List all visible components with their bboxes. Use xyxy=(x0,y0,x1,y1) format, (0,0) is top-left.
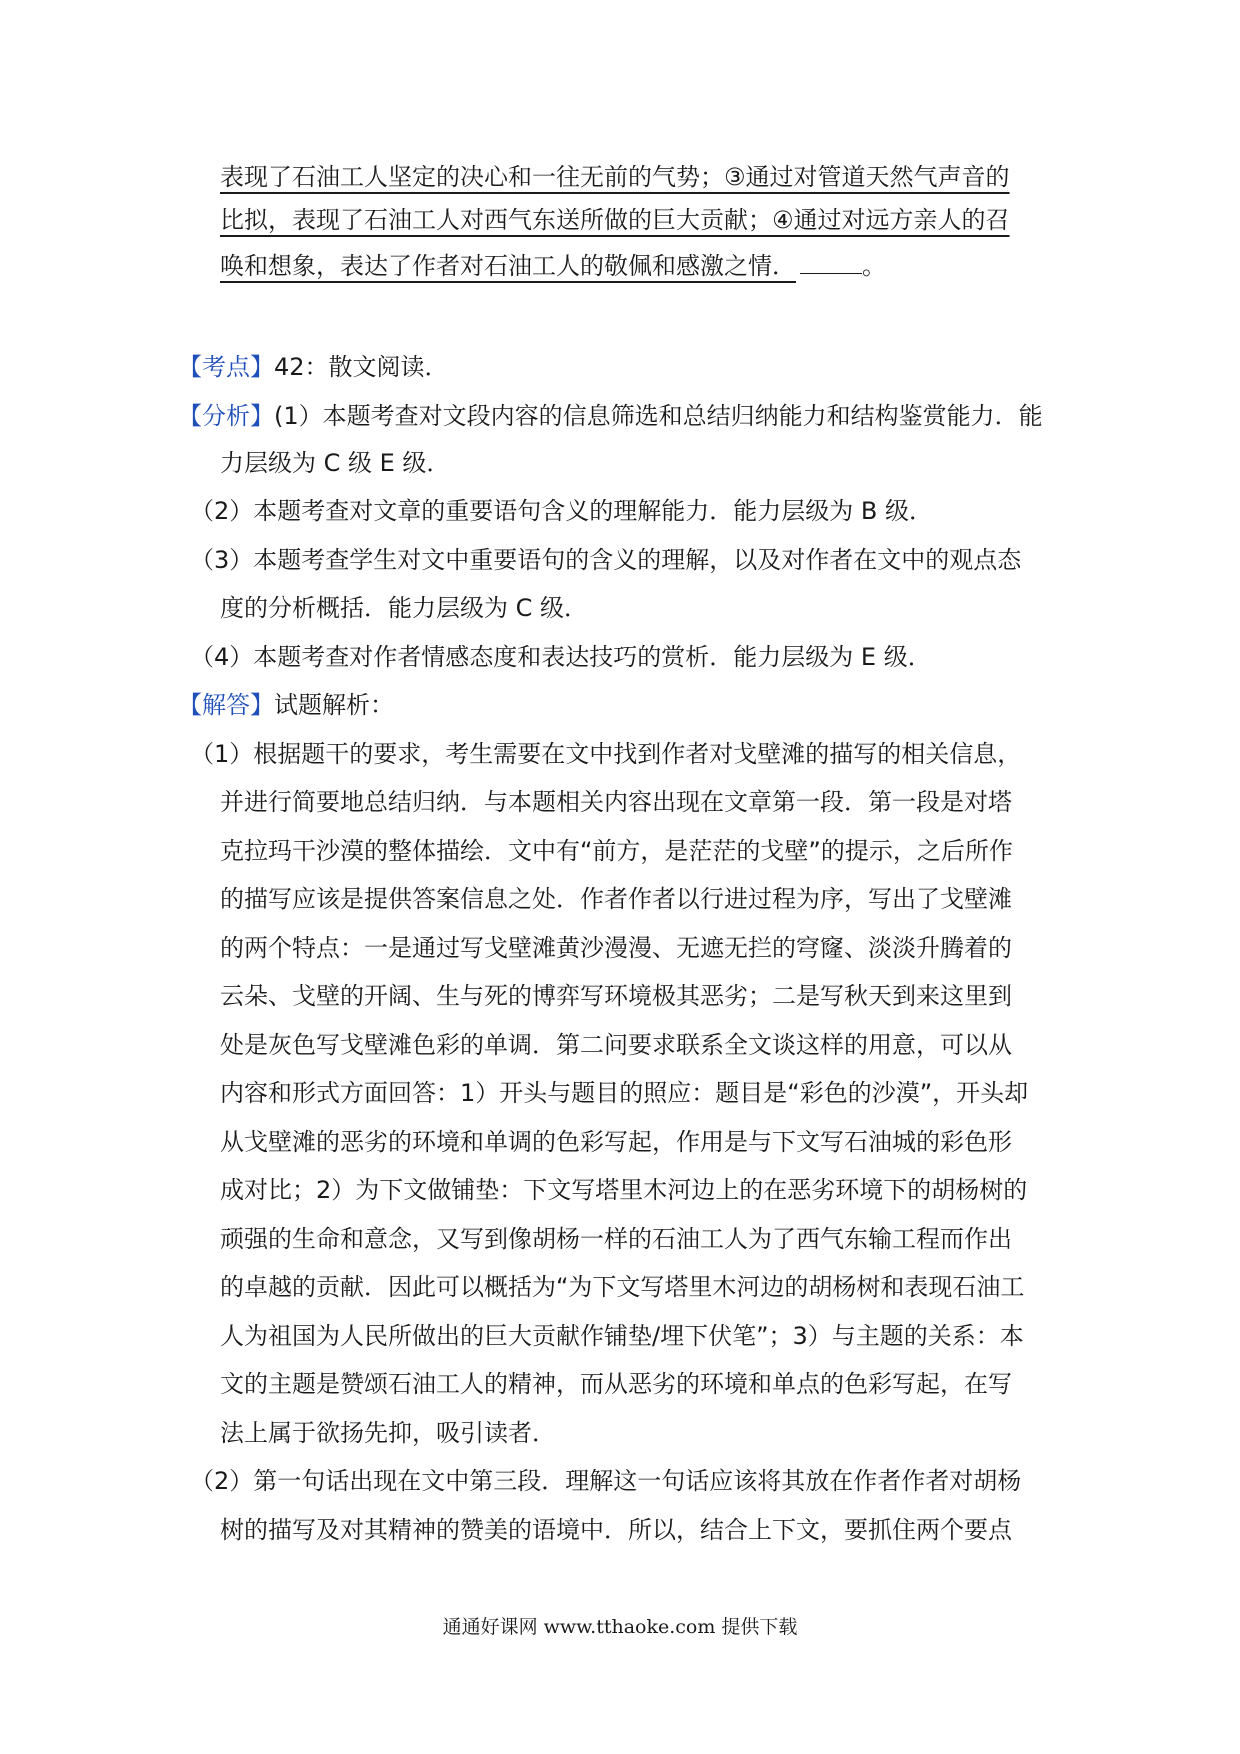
kaodian-label: 【考点】 xyxy=(178,353,274,381)
jieda-row xyxy=(178,688,394,722)
fenxi-item4: （4）本题考查对作者情感态度和表达技巧的赏析．能力层级为 E 级． xyxy=(190,643,932,671)
answer-line-1: 表现了石油工人坚定的决心和一往无前的气势；③通过对管道天然气声音的 xyxy=(220,163,1010,191)
jieda-p1-line: 处是灰色写戈壁滩色彩的单调．第二问要求联系全文谈这样的用意，可以从 xyxy=(220,1031,1012,1059)
answer-line-3-end: 。 xyxy=(862,252,886,280)
answer-line-2: 比拟，表现了石油工人对西气东送所做的巨大贡献；④通过对远方亲人的召 xyxy=(220,206,1010,234)
kaodian-text: 42：散文阅读． xyxy=(274,353,449,381)
jieda-p1-line: 成对比；2）为下文做铺垫：下文写塔里木河边上的在恶劣环境下的胡杨树的 xyxy=(220,1176,1028,1204)
answer-line-3 xyxy=(220,247,886,283)
jieda-label: 【解答】 xyxy=(178,691,274,719)
answer-line-3-text: 唤和想象，表达了作者对石油工人的敬佩和感激之情． xyxy=(220,252,796,280)
jieda-p1-line: 云朵、戈壁的开阔、生与死的博弈写环境极其恶劣；二是写秋天到来这里到 xyxy=(220,982,1012,1010)
page-footer: 通通好课网 www.tthaoke.com 提供下载 xyxy=(442,1616,798,1638)
jieda-p1-line: 克拉玛干沙漠的整体描绘．文中有“前方，是茫茫的戈壁”的提示，之后所作 xyxy=(220,837,1013,865)
jieda-p1-line: 顽强的生命和意念，又写到像胡杨一样的石油工人为了西气东输工程而作出 xyxy=(220,1225,1012,1253)
fenxi-label: 【分析】 xyxy=(178,402,274,430)
jieda-p1-line: 的描写应该是提供答案信息之处．作者作者以行进过程为序，写出了戈壁滩 xyxy=(220,885,1012,913)
jieda-p1-line: （1）根据题干的要求，考生需要在文中找到作者对戈壁滩的描写的相关信息， xyxy=(190,740,1022,768)
fenxi-item3-line1: （3）本题考查学生对文中重要语句的含义的理解，以及对作者在文中的观点态 xyxy=(190,546,1022,574)
jieda-p1-line: 并进行简要地总结归纳．与本题相关内容出现在文章第一段．第一段是对塔 xyxy=(220,788,1012,816)
jieda-p1-line: 文的主题是赞颂石油工人的精神，而从恶劣的环境和单点的色彩写起，在写 xyxy=(220,1370,1012,1398)
fenxi-item3-line2: 度的分析概括．能力层级为 C 级． xyxy=(220,594,589,622)
jieda-p1-line: 的卓越的贡献．因此可以概括为“为下文写塔里木河边的胡杨树和表现石油工 xyxy=(220,1273,1025,1301)
kaodian-row xyxy=(178,350,449,384)
jieda-p2-line: （2）第一句话出现在文中第三段．理解这一句话应该将其放在作者作者对胡杨 xyxy=(190,1467,1022,1495)
fenxi-row xyxy=(178,399,1043,433)
jieda-p1-line: 人为祖国为人民所做出的巨大贡献作铺垫/埋下伏笔”；3）与主题的关系：本 xyxy=(220,1322,1024,1350)
jieda-p1-line: 内容和形式方面回答：1）开头与题目的照应：题目是“彩色的沙漠”，开头却 xyxy=(220,1079,1029,1107)
jieda-text: 试题解析： xyxy=(274,691,394,719)
jieda-p1-line: 从戈壁滩的恶劣的环境和单调的色彩写起，作用是与下文写石油城的彩色形 xyxy=(220,1128,1012,1156)
answer-blank xyxy=(800,247,862,274)
jieda-p1-line: 法上属于欲扬先抑，吸引读者． xyxy=(220,1419,556,1447)
fenxi-item2: （2）本题考查对文章的重要语句含义的理解能力．能力层级为 B 级． xyxy=(190,497,933,525)
jieda-p1-line: 的两个特点：一是通过写戈壁滩黄沙漫漫、无遮无拦的穹窿、淡淡升腾着的 xyxy=(220,934,1012,962)
fenxi-item1-line1: (1）本题考查对文段内容的信息筛选和总结归纳能力和结构鉴赏能力．能 xyxy=(274,402,1043,430)
fenxi-item1-line2: 力层级为 C 级 E 级． xyxy=(220,449,451,477)
jieda-p2-line: 树的描写及对其精神的赞美的语境中．所以，结合上下文，要抓住两个要点 xyxy=(220,1516,1012,1544)
